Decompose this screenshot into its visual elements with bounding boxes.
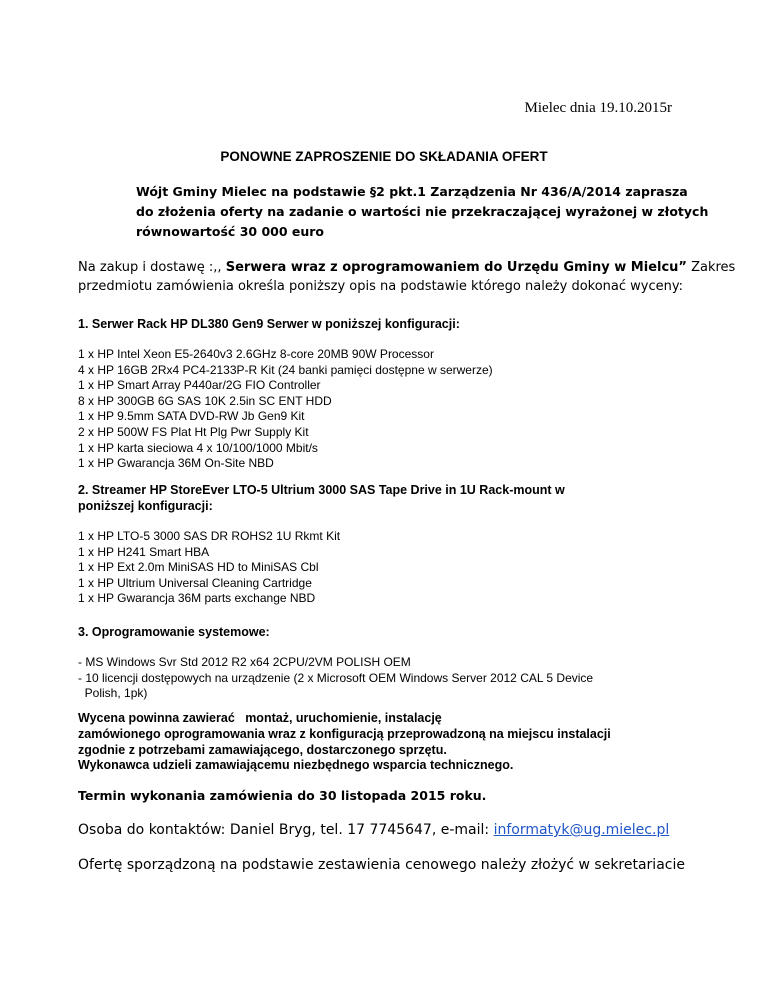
order-suffix: Zakres: [686, 260, 736, 275]
intro-line: do złożenia oferty na zadanie o wartości nie przekraczającej wyrażonej w złotych: [136, 204, 709, 219]
list-item: - 10 licencji dostępowych na urządzenie (2 x Microsoft OEM Windows Server 2012 CAL 5 Device: [78, 670, 594, 685]
order-prefix: Na zakup i dostawę :,,: [78, 260, 226, 275]
final-paragraph: Ofertę sporządzoną na podstawie zestawienia cenowego należy złożyć w sekretariacie: [78, 857, 685, 873]
order-line-2: przedmiotu zamówienia określa poniższy opis na podstawie którego należy dokonać wyceny:: [78, 279, 684, 294]
list-item: 1 x HP Intel Xeon E5-2640v3 2.6GHz 8-core 20MB 90W Processor: [78, 347, 434, 361]
deadline-text: Termin wykonania zamówienia do 30 listopada 2015 roku.: [78, 788, 487, 803]
section3-list: [78, 655, 698, 702]
order-paragraph: [78, 258, 736, 296]
summary-line: Wycena powinna zawierać montaż, uruchomienie, instalację: [78, 711, 442, 725]
list-item: 1 x HP Ext 2.0m MiniSAS HD to MiniSAS Cbl: [78, 560, 319, 575]
list-item: 1 x HP LTO-5 3000 SAS DR ROHS2 1U Rkmt Kit: [78, 529, 341, 543]
intro-line: równowartość 30 000 euro: [136, 224, 325, 239]
section1-list: [78, 347, 698, 472]
summary-line: zamówionego oprogramowania wraz z konfiguracją przeprowadzoną na miejscu instalacji: [78, 726, 611, 741]
section3-heading: 3. Oprogramowanie systemowe:: [78, 625, 270, 639]
order-line-1: [78, 258, 736, 277]
list-item: Polish, 1pk): [78, 686, 148, 701]
list-item: 1 x HP Gwarancja 36M On-Site NBD: [78, 456, 274, 471]
summary-line: zgodnie z potrzebami zamawiającego, dostarczonego sprzętu.: [78, 742, 447, 757]
contact-line: [78, 822, 669, 838]
section1-heading: 1. Serwer Rack HP DL380 Gen9 Serwer w poniższej konfiguracji:: [78, 317, 460, 331]
page-title: PONOWNE ZAPROSZENIE DO SKŁADANIA OFERT: [220, 149, 548, 164]
list-item: - MS Windows Svr Std 2012 R2 x64 2CPU/2VM POLISH OEM: [78, 655, 411, 669]
section2-list: [78, 529, 698, 607]
order-subject: Serwera wraz z oprogramowaniem do Urzędu Gminy w Mielcu”: [225, 260, 687, 275]
contact-label: Osoba do kontaktów: Daniel Bryg, tel. 17 7745647, e-mail:: [78, 822, 494, 838]
list-item: 8 x HP 300GB 6G SAS 10K 2.5in SC ENT HDD: [78, 393, 332, 408]
section2-heading: [78, 482, 678, 514]
list-item: 1 x HP Smart Array P440ar/2G FIO Controller: [78, 378, 321, 393]
list-item: 1 x HP H241 Smart HBA: [78, 544, 210, 559]
summary-line: Wykonawca udzieli zamawiającemu niezbędnego wsparcia technicznego.: [78, 758, 514, 773]
email-link[interactable]: informatyk@ug.mielec.pl: [493, 822, 670, 838]
intro-paragraph: [136, 182, 709, 242]
list-item: 1 x HP 9.5mm SATA DVD-RW Jb Gen9 Kit: [78, 409, 305, 424]
list-item: 2 x HP 500W FS Plat Ht Plg Pwr Supply Kit: [78, 424, 309, 439]
section2-heading-line: 2. Streamer HP StoreEver LTO-5 Ultrium 3000 SAS Tape Drive in 1U Rack-mount w: [78, 483, 565, 497]
list-item: 1 x HP Gwarancja 36M parts exchange NBD: [78, 591, 316, 606]
list-item: 1 x HP Ultrium Universal Cleaning Cartridge: [78, 575, 312, 590]
section2-heading-line: poniższej konfiguracji:: [78, 499, 213, 513]
list-item: 4 x HP 16GB 2Rx4 PC4-2133P-R Kit (24 banki pamięci dostępne w serwerze): [78, 362, 493, 377]
summary-paragraph: [78, 711, 698, 774]
list-item: 1 x HP karta sieciowa 4 x 10/100/1000 Mbit/s: [78, 440, 318, 455]
intro-line: Wójt Gminy Mielec na podstawie §2 pkt.1 Zarządzenia Nr 436/A/2014 zaprasza: [136, 184, 688, 199]
document-date: Mielec dnia 19.10.2015r: [524, 100, 672, 116]
